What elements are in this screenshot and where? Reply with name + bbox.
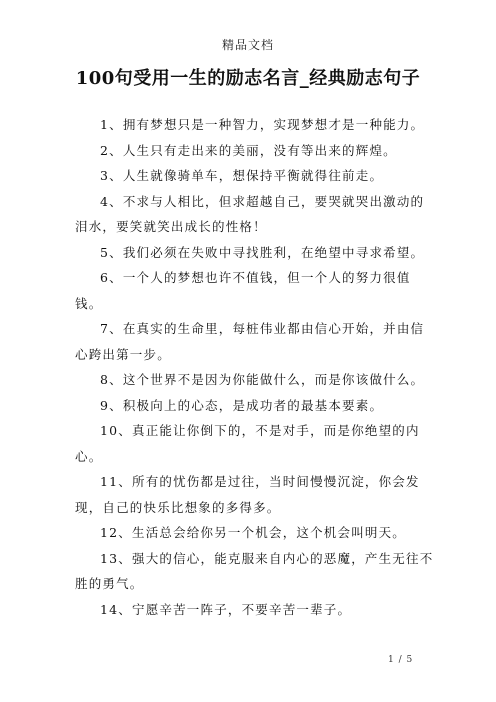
paragraph: 3、人生就像骑单车，想保持平衡就得往前走。 [100, 168, 384, 183]
paragraph: 7、在真实的生命里，每桩伟业都由信心开始，并由信心跨出第一步。 [75, 321, 425, 362]
paragraph: 4、不求与人相比，但求超越自己，要哭就哭出激动的泪水，要笑就笑出成长的性格！ [75, 193, 425, 234]
paragraph: 8、这个世界不是因为你能做什么，而是你该做什么。 [100, 372, 425, 387]
paragraph: 1、拥有梦想只是一种智力，实现梦想才是一种能力。 [100, 117, 425, 132]
paragraph: 14、宁愿辛苦一阵子，不要辛苦一辈子。 [100, 601, 352, 617]
header-label: 精品文档 [221, 38, 274, 52]
paragraph: 9、积极向上的心态，是成功者的最基本要素。 [100, 397, 384, 413]
page-number: 1 / 5 [388, 655, 414, 665]
paragraph: 10、真正能让你倒下的，不是对手，而是你绝望的内心。 [75, 423, 420, 464]
paragraph: 6、一个人的梦想也许不值钱，但一个人的努力很值钱。 [75, 270, 411, 311]
document-title: 100句受用一生的励志名言_经典励志句子 [75, 68, 421, 89]
paragraph: 13、强大的信心，能克服来自内心的恶魔，产生无往不胜的勇气。 [75, 550, 434, 591]
document-body [75, 112, 435, 622]
paragraph: 11、所有的忧伤都是过往，当时间慢慢沉淀，你会发现，自己的快乐比想象的多得多。 [75, 474, 420, 515]
paragraph: 5、我们必须在失败中寻找胜利，在绝望中寻求希望。 [100, 244, 425, 260]
paragraph: 12、生活总会给你另一个机会，这个机会叫明天。 [100, 525, 407, 540]
paragraph: 2、人生只有走出来的美丽，没有等出来的辉煌。 [100, 142, 397, 158]
